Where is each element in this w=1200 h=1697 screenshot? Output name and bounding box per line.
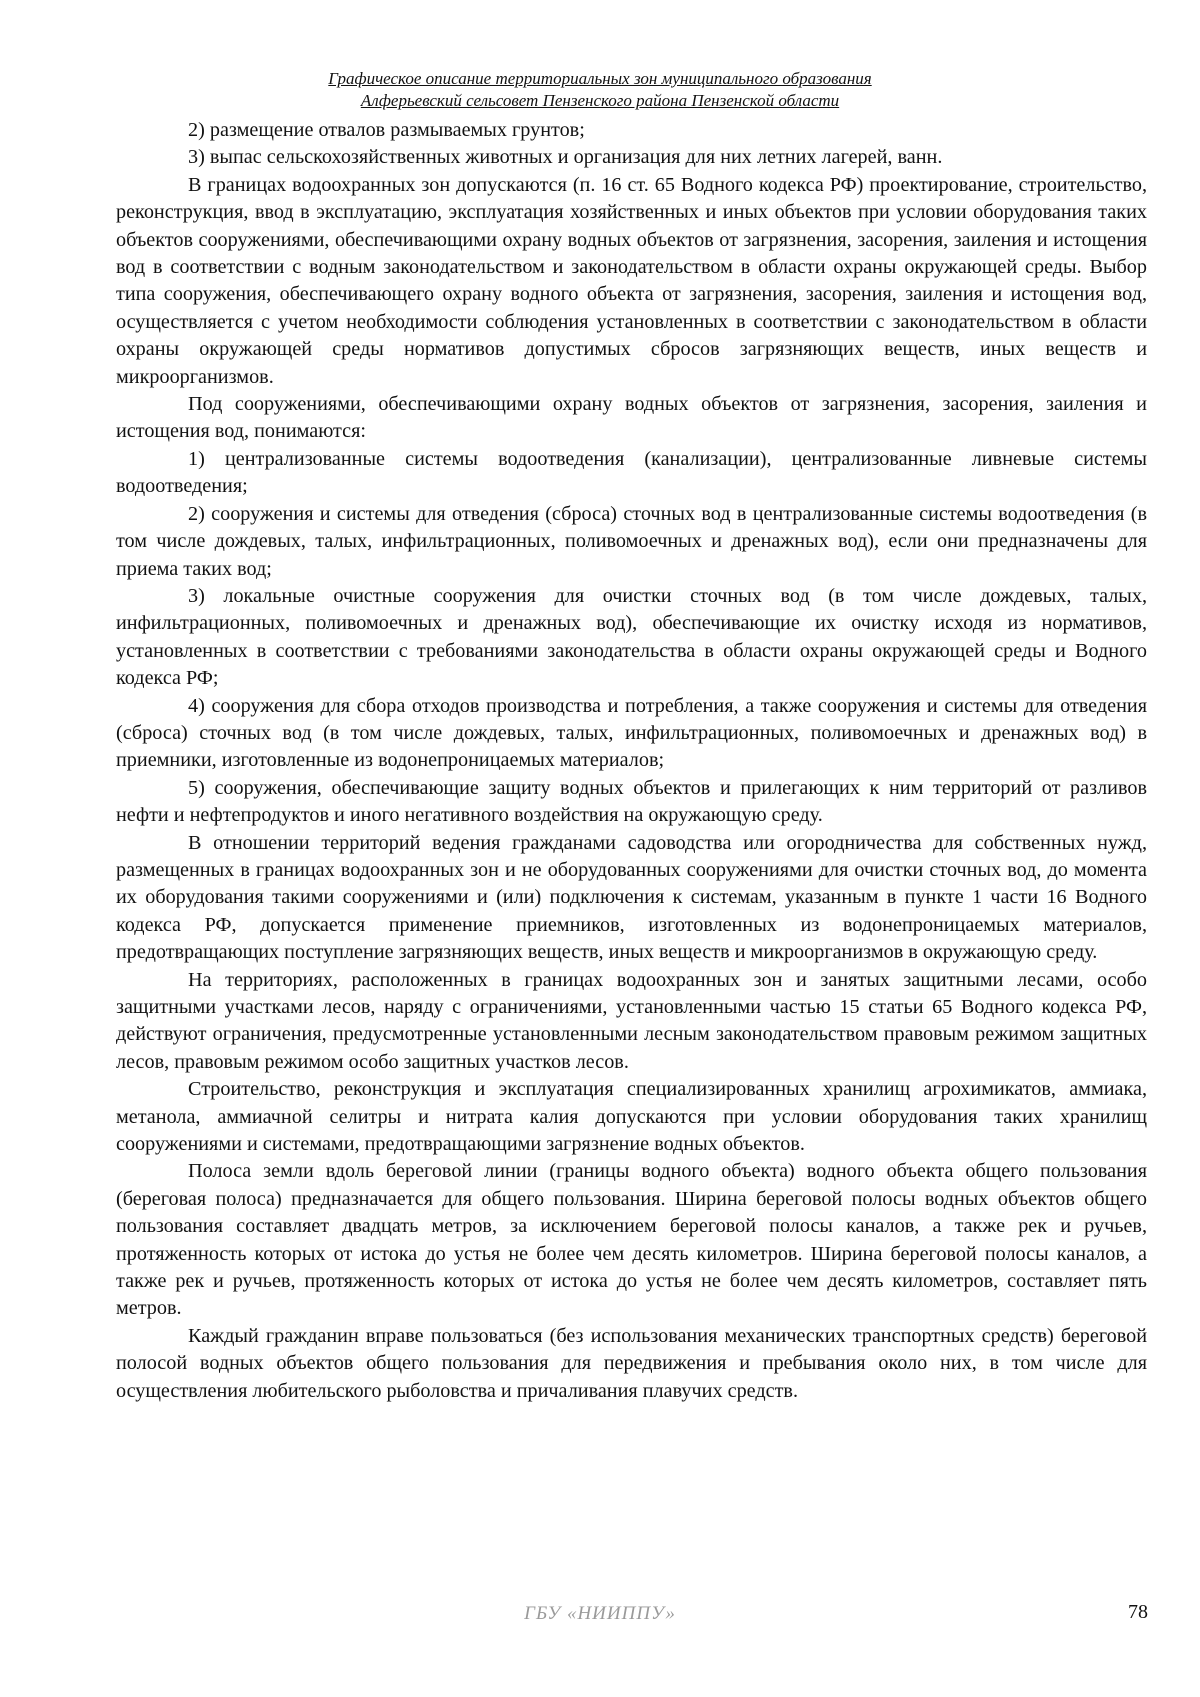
paragraph: 5) сооружения, обеспечивающие защиту водных объектов и прилегающих к ним территорий от разливов нефти и нефтепродуктов и иного негативного воздействия на окружающую среду. (116, 776, 1147, 827)
paragraph: 2) размещение отвалов размываемых грунтов; (188, 119, 585, 141)
paragraph: 2) сооружения и системы для отведения (сброса) сточных вод в централизованные системы водоотведения (в том числе дождевых, талых, инфильтрационных, поливомоечных и дренажных вод), если они предназначены для приема таких вод; (116, 502, 1147, 580)
header-line-2: Алферьевский сельсовет Пензенского района Пензенской области (360, 91, 840, 110)
document-body (116, 117, 1147, 1405)
paragraph: 3) выпас сельскохозяйственных животных и организация для них летних лагерей, ванн. (188, 146, 943, 169)
header-line-1: Графическое описание территориальных зон муниципального образования (328, 69, 872, 88)
paragraph: В отношении территорий ведения гражданами садоводства или огородничества для собственных нужд, размещенных в границах водоохранных зон и не оборудованных сооружениями для очистки сточных вод, до момента их оборудования такими сооружениями и (или) подключения к системам, указанным в пункте 1 части 16 Водного кодекса РФ, допускается применение приемников, изготовленных из водонепроницаемых материалов, предотвращающих поступление загрязняющих веществ, иных веществ и микроорганизмов в окружающую среду. (116, 831, 1147, 964)
page-header (0, 68, 1200, 112)
paragraph: Полоса земли вдоль береговой линии (границы водного объекта) водного объекта общего пользования (береговая полоса) предназначается для общего пользования. Ширина береговой полосы водных объектов общего пользования составляет двадцать метров, за исключением береговой полосы каналов, а также рек и ручьев, протяженность которых от истока до устья не более чем десять километров. Ширина береговой полосы каналов, а также рек и ручьев, протяженность которых от истока до устья не более чем десять километров, составляет пять метров. (116, 1160, 1147, 1320)
paragraph: На территориях, расположенных в границах водоохранных зон и занятых защитными лесами, особо защитными участками лесов, наряду с ограничениями, установленными частью 15 статьи 65 Водного кодекса РФ, действуют ограничения, предусмотренные установленными лесным законодательством правовым режимом защитных лесов, правовым режимом особо защитных участков лесов. (116, 968, 1147, 1073)
paragraph: Каждый гражданин вправе пользоваться (без использования механических транспортных средств) береговой полосой водных объектов общего пользования для передвижения и пребывания около них, в том числе для осуществления любительского рыболовства и причаливания плавучих средств. (116, 1324, 1147, 1402)
paragraph: Под сооружениями, обеспечивающими охрану водных объектов от загрязнения, засорения, заиления и истощения вод, понимаются: (116, 393, 1147, 443)
paragraph: 4) сооружения для сбора отходов производства и потребления, а также сооружения и системы для отведения (сброса) сточных вод (в том числе дождевых, талых, инфильтрационных, поливомоечных и дренажных вод) в приемники, изготовленные из водонепроницаемых материалов; (116, 694, 1147, 772)
paragraph: 1) централизованные системы водоотведения (канализации), централизованные ливневые системы водоотведения; (116, 447, 1147, 498)
paragraph: 3) локальные очистные сооружения для очистки сточных вод (в том числе дождевых, талых, инфильтрационных, поливомоечных и дренажных вод), обеспечивающие их очистку исходя из нормативов, установленных в соответствии с требованиями законодательства в области охраны окружающей среды и Водного кодекса РФ; (116, 584, 1147, 690)
paragraph: Строительство, реконструкция и эксплуатация специализированных хранилищ агрохимикатов, аммиака, метанола, аммиачной селитры и нитрата калия допускаются при условии оборудования таких хранилищ сооружениями и системами, предотвращающими загрязнение водных объектов. (116, 1078, 1147, 1156)
footer-organization: ГБУ «НИИППУ» (524, 1603, 676, 1624)
paragraph: В границах водоохранных зон допускаются (п. 16 ст. 65 Водного кодекса РФ) проектирование, строительство, реконструкция, ввод в эксплуатацию, эксплуатация хозяйственных и иных объектов при условии оборудования таких объектов сооружениями, обеспечивающими охрану водных объектов от загрязнения, засорения, заиления и истощения вод в соответствии с водным законодательством и законодательством в области охраны окружающей среды. Выбор типа сооружения, обеспечивающего охрану водного объекта от загрязнения, засорения, заиления и истощения вод, осуществляется с учетом необходимости соблюдения установленных в соответствии с законодательством в области охраны окружающей среды нормативов допустимых сбросов загрязняющих веществ, иных веществ и микроорганизмов. (116, 173, 1147, 388)
page-number: 78 (1128, 1601, 1148, 1623)
